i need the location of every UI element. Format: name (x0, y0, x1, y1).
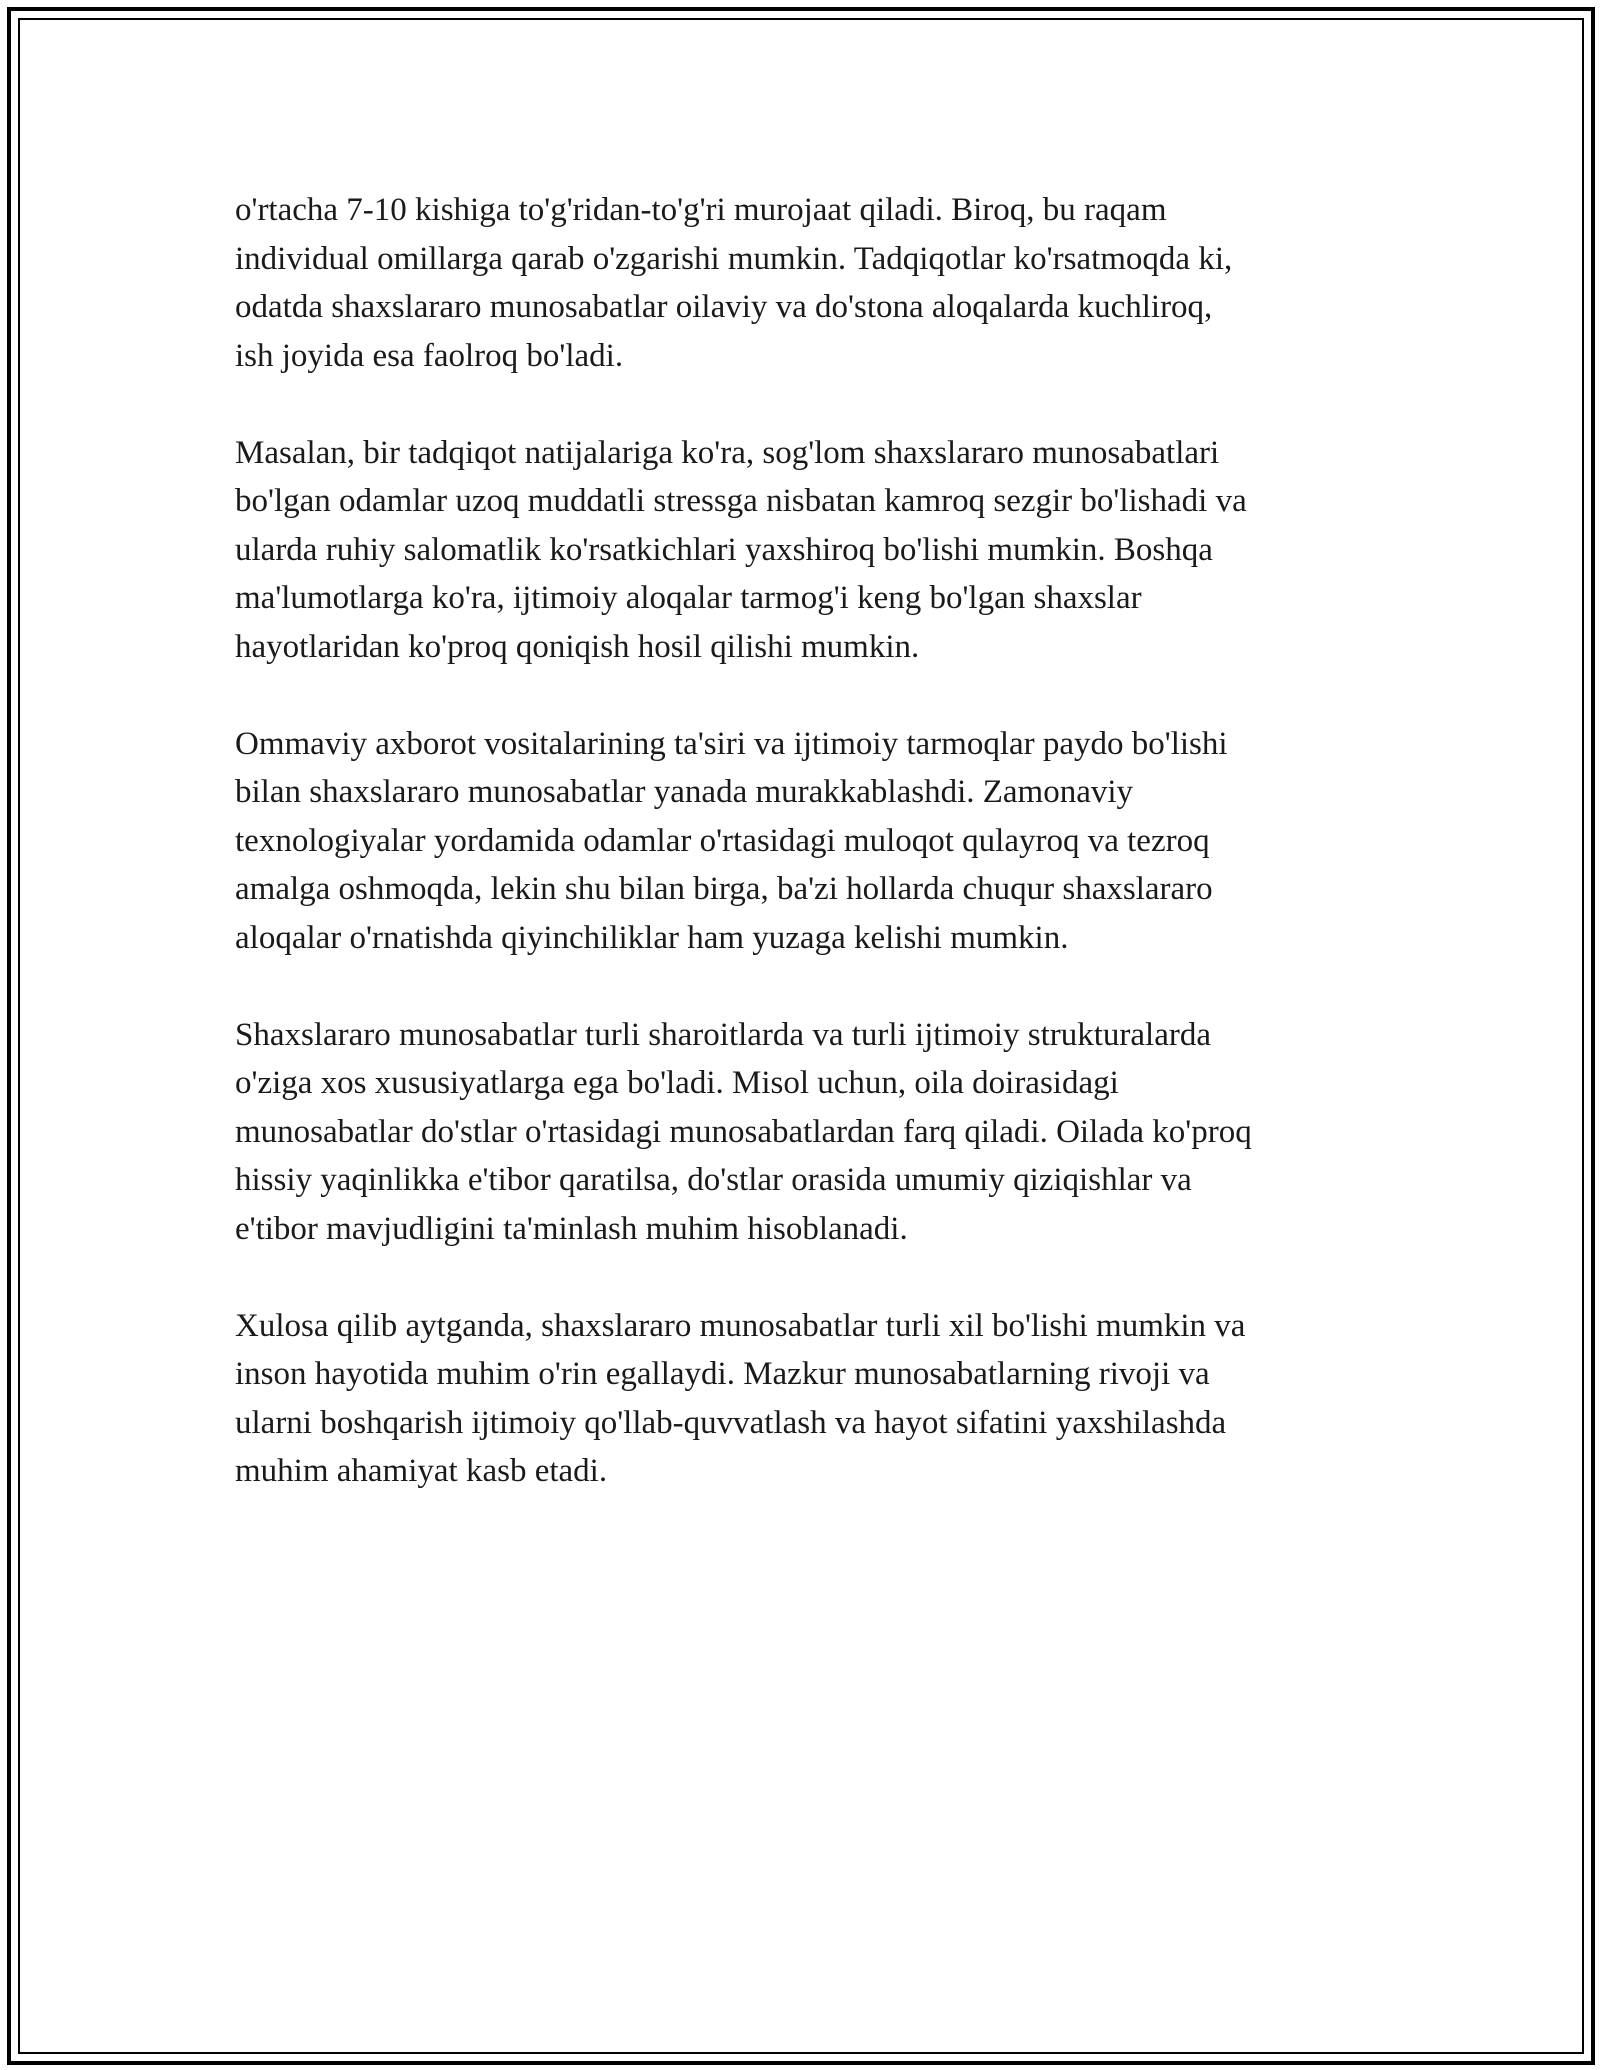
text-line: Masalan, bir tadqiqot natijalariga ko'ra, sog'lom shaxslararo munosabatlari (235, 434, 1220, 471)
text-line: Shaxslararo munosabatlar turli sharoitlarda va turli ijtimoiy strukturalarda (235, 1016, 1211, 1053)
text-line: ularda ruhiy salomatlik ko'rsatkichlari yaxshiroq bo'lishi mumkin. Boshqa (235, 531, 1213, 568)
document-body (235, 186, 1375, 1496)
text-line: individual omillarga qarab o'zgarishi mumkin. Tadqiqotlar ko'rsatmoqda ki, (235, 240, 1233, 277)
text-line: Xulosa qilib aytganda, shaxslararo munosabatlar turli xil bo'lishi mumkin va (235, 1307, 1246, 1344)
text-line: o'rtacha 7-10 kishiga to'g'ridan-to'g'ri murojaat qiladi. Biroq, bu raqam (235, 192, 1167, 228)
text-line: munosabatlar do'stlar o'rtasidagi munosabatlardan farq qiladi. Oilada ko'proq (235, 1113, 1252, 1150)
text-line: ma'lumotlarga ko'ra, ijtimoiy aloqalar tarmog'i keng bo'lgan shaxslar (235, 580, 1142, 616)
text-line: e'tibor mavjudligini ta'minlash muhim hisoblanadi. (235, 1210, 908, 1247)
text-line: o'ziga xos xususiyatlarga ega bo'ladi. Misol uchun, oila doirasidagi (235, 1065, 1119, 1101)
text-line: ish joyida esa faolroq bo'ladi. (235, 337, 624, 374)
text-line: bo'lgan odamlar uzoq muddatli stressga nisbatan kamroq sezgir bo'lishadi va (235, 483, 1247, 519)
text-line: muhim ahamiyat kasb etadi. (235, 1453, 608, 1489)
text-line: Ommaviy axborot vositalarining ta'siri va ijtimoiy tarmoqlar paydo bo'lishi (235, 725, 1228, 762)
paragraph-3 (235, 720, 1375, 963)
text-line: texnologiyalar yordamida odamlar o'rtasidagi muloqot qulayroq va tezroq (235, 822, 1210, 859)
text-line: ularni boshqarish ijtimoiy qo'llab-quvvatlash va hayot sifatini yaxshilashda (235, 1404, 1227, 1441)
paragraph-1 (235, 186, 1375, 380)
paragraph-2 (235, 429, 1375, 672)
text-line: aloqalar o'rnatishda qiyinchiliklar ham yuzaga kelishi mumkin. (235, 919, 1069, 956)
text-line: hissiy yaqinlikka e'tibor qaratilsa, do'stlar orasida umumiy qiziqishlar va (235, 1162, 1192, 1198)
paragraph-5 (235, 1302, 1375, 1496)
text-line: hayotlaridan ko'proq qoniqish hosil qilishi mumkin. (235, 628, 920, 665)
text-line: inson hayotida muhim o'rin egallaydi. Mazkur munosabatlarning rivoji va (235, 1356, 1210, 1392)
text-line: amalga oshmoqda, lekin shu bilan birga, ba'zi hollarda chuqur shaxslararo (235, 871, 1213, 907)
text-line: bilan shaxslararo munosabatlar yanada murakkablashdi. Zamonaviy (235, 774, 1134, 810)
paragraph-4 (235, 1011, 1375, 1254)
text-line: odatda shaxslararo munosabatlar oilaviy va do'stona aloqalarda kuchliroq, (235, 289, 1213, 325)
